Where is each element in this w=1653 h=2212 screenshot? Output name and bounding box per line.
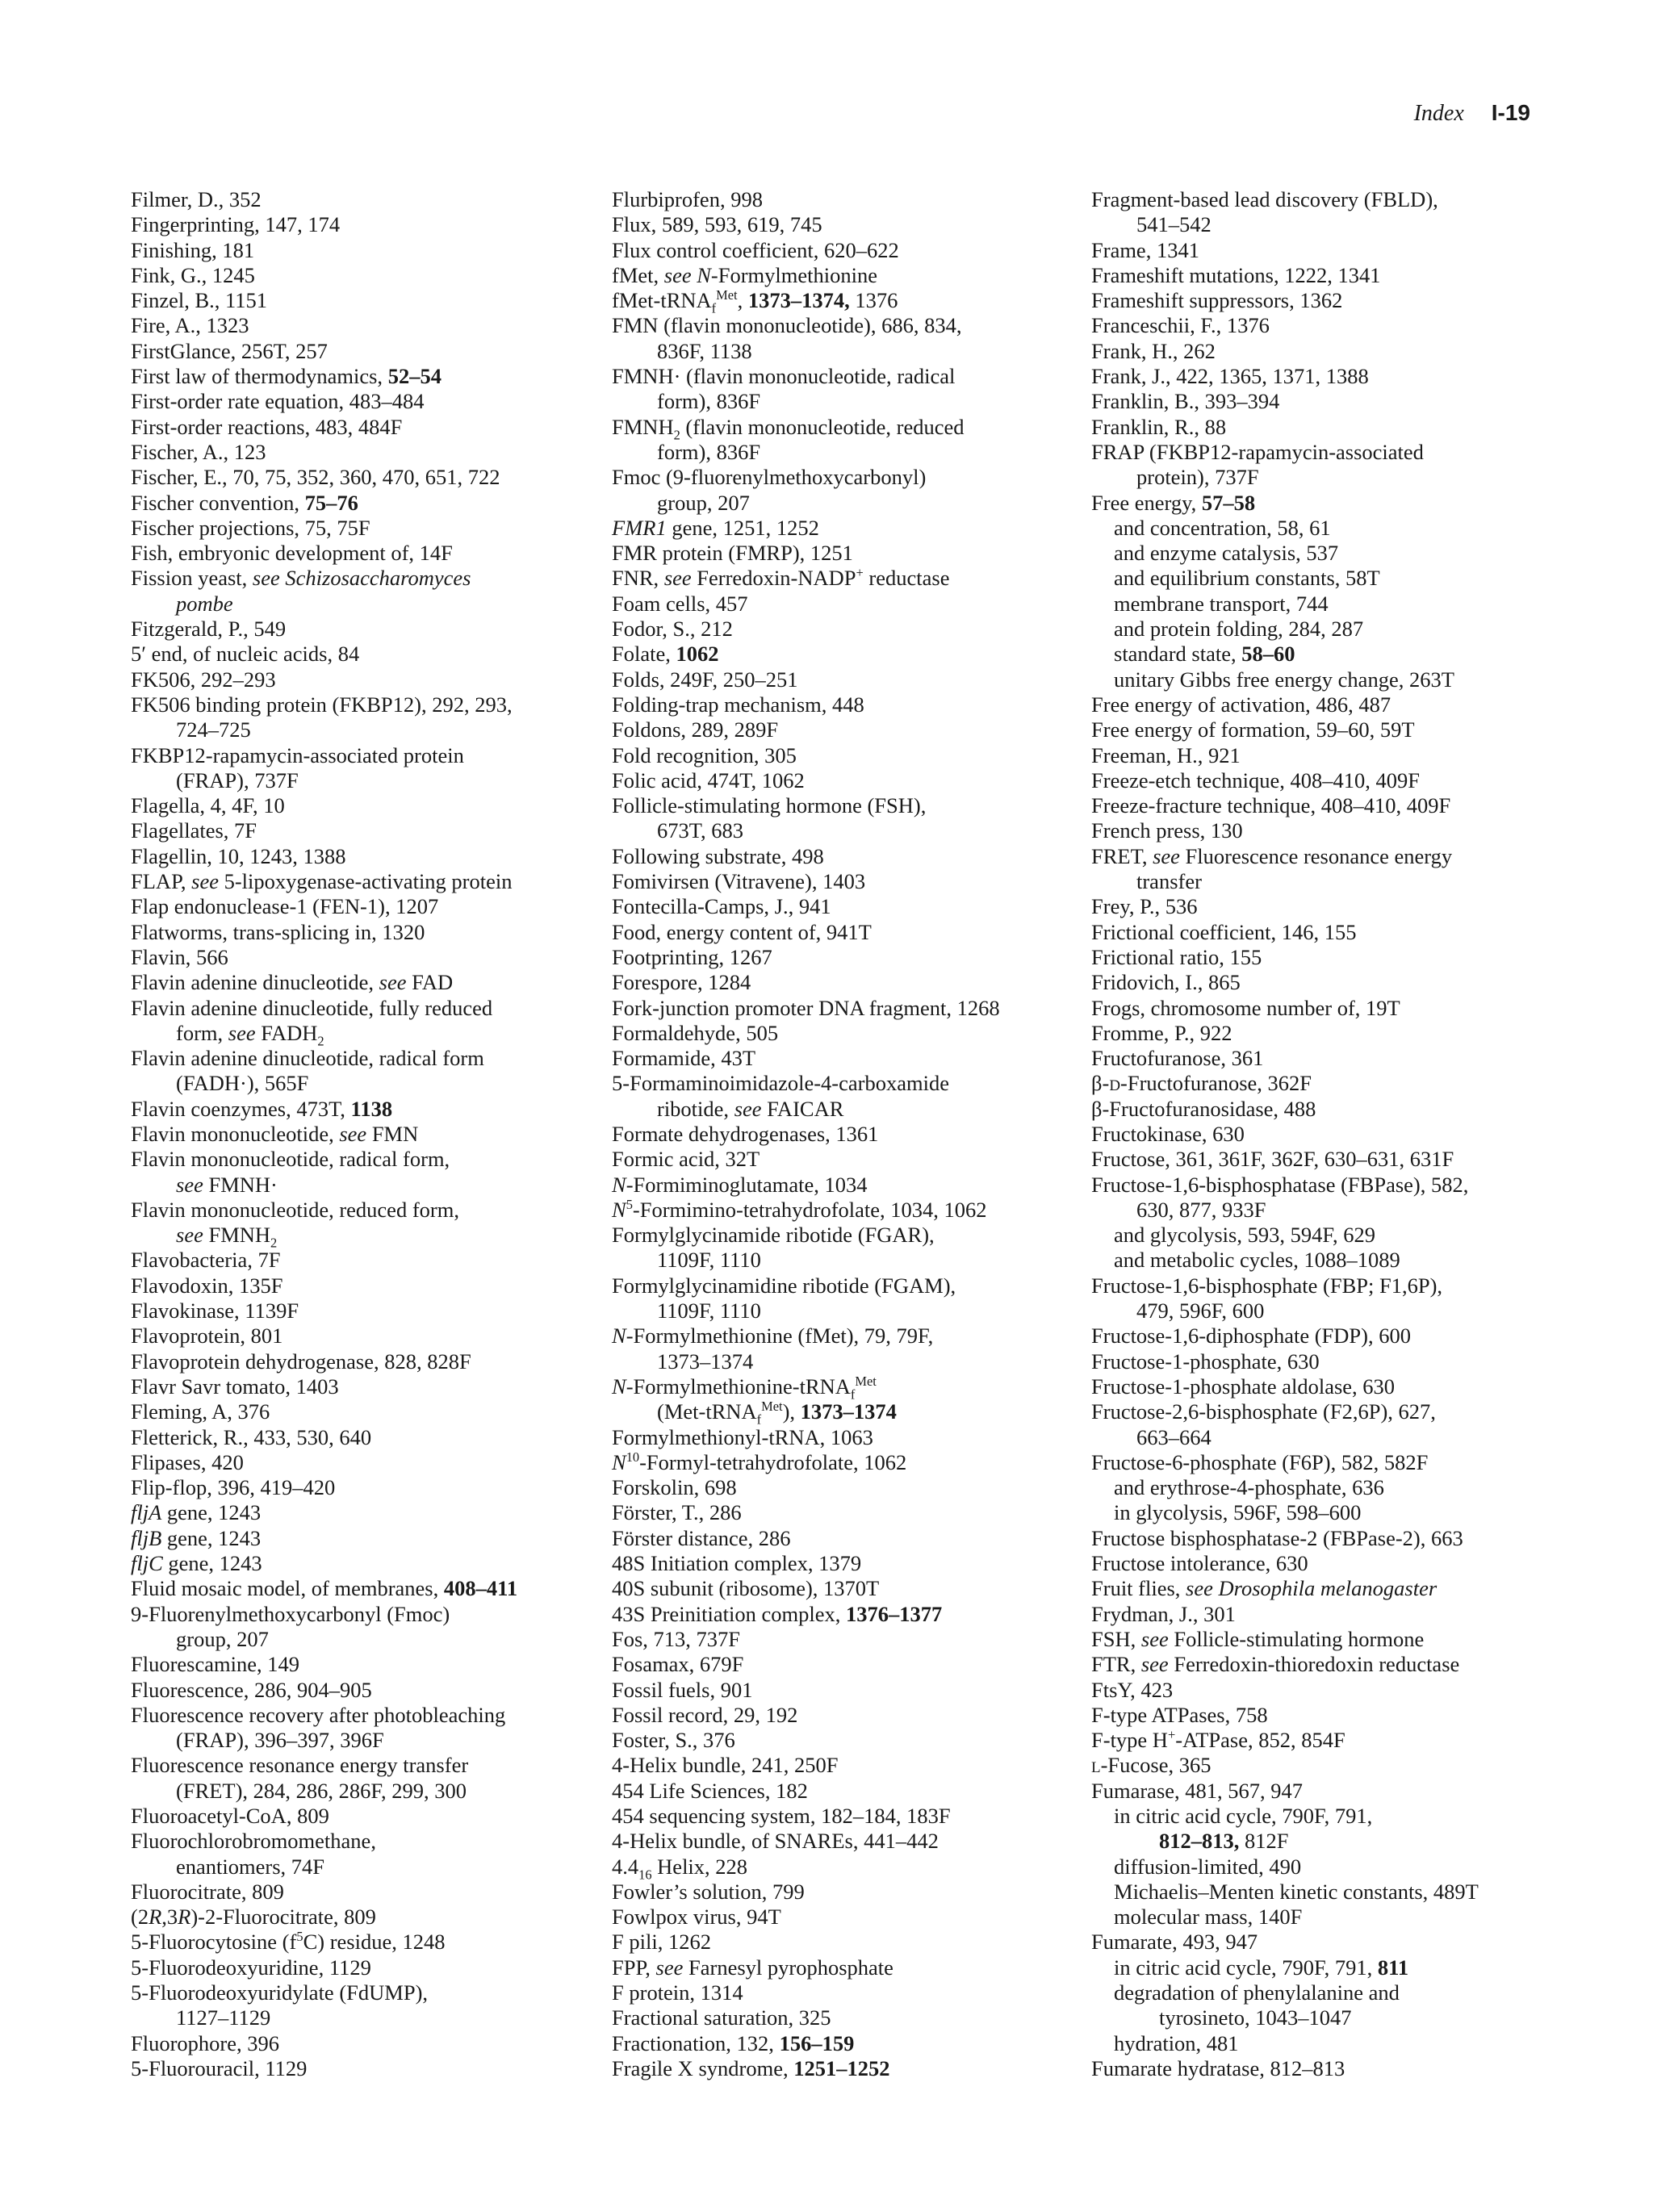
index-subentry: and metabolic cycles, 1088–1089 — [1114, 1248, 1400, 1273]
index-entry: Fluoroacetyl-CoA, 809 — [131, 1804, 329, 1828]
index-entry: Flavodoxin, 135F — [131, 1273, 283, 1298]
index-entry: Franklin, R., 88 — [1091, 414, 1227, 439]
index-entry: l-Fucose, 365 — [1091, 1753, 1212, 1778]
index-entry: Fluorescence recovery after photobleaching (FRAP), 396–397, 396F — [131, 1702, 506, 1753]
index-entry: Flavr Savr tomato, 1403 — [131, 1374, 339, 1399]
index-entry: Frank, H., 262 — [1091, 338, 1216, 363]
index-subentry: and enzyme catalysis, 537 — [1114, 541, 1339, 566]
index-subentry: hydration, 481 — [1114, 2030, 1239, 2055]
index-entry: Free energy of activation, 486, 487 — [1091, 692, 1391, 717]
index-entry: 5′ end, of nucleic acids, 84 — [131, 642, 360, 667]
index-entry: Frictional ratio, 155 — [1091, 944, 1262, 969]
index-entry: F-type ATPases, 758 — [1091, 1702, 1268, 1727]
index-entry: Fowler’s solution, 799 — [612, 1879, 805, 1904]
index-entry: Fructose-6-phosphate (F6P), 582, 582F — [1091, 1449, 1429, 1474]
index-entry: Frydman, J., 301 — [1091, 1601, 1236, 1626]
index-entry: FMN (flavin mononucleotide), 686, 834, 836F, 1138 — [612, 313, 962, 363]
index-entry: Fission yeast, see Schizosaccharomyces pombe — [131, 566, 471, 616]
index-entry: Flux, 589, 593, 619, 745 — [612, 212, 822, 237]
index-entry: 9-Fluorenylmethoxycarbonyl (Fmoc) group, 207 — [131, 1601, 450, 1651]
index-entry: Fomivirsen (Vitravene), 1403 — [612, 869, 866, 894]
index-subentry: and erythrose-4-phosphate, 636 — [1114, 1475, 1384, 1500]
index-entry: Folate, 1062 — [612, 642, 719, 667]
index-entry: 454 Life Sciences, 182 — [612, 1778, 808, 1803]
index-subentry: and glycolysis, 593, 594F, 629 — [1114, 1223, 1375, 1248]
index-entry: Frame, 1341 — [1091, 237, 1199, 262]
index-entry: (2R,3R)-2-Fluorocitrate, 809 — [131, 1905, 376, 1930]
running-header — [1414, 100, 1530, 127]
index-entry: Fos, 713, 737F — [612, 1626, 741, 1651]
index-entry: Flux control coefficient, 620–622 — [612, 237, 899, 262]
index-entry: 5-Fluorouracil, 1129 — [131, 2055, 308, 2080]
index-entry: Footprinting, 1267 — [612, 944, 772, 969]
index-entry: Fractional saturation, 325 — [612, 2005, 831, 2030]
index-subentry: Michaelis–Menten kinetic constants, 489T — [1114, 1879, 1479, 1904]
index-entry: Fleming, A, 376 — [131, 1399, 270, 1424]
index-entry: Fingerprinting, 147, 174 — [131, 212, 341, 237]
index-entry: Franceschii, F., 1376 — [1091, 313, 1270, 338]
index-entry: Fromme, P., 922 — [1091, 1020, 1232, 1045]
index-entry: Fitzgerald, P., 549 — [131, 617, 287, 642]
index-entry: Flurbiprofen, 998 — [612, 187, 763, 211]
index-entry: $4.4_{16}$ Helix, 228 — [612, 1854, 748, 1882]
index-entry: Fructose bisphosphatase-2 (FBPase-2), 663 — [1091, 1525, 1463, 1550]
index-entry: Fructofuranose, 361 — [1091, 1046, 1264, 1071]
index-entry: N-Formylmethionine (fMet), 79, 79F, 1373–1374 — [612, 1323, 934, 1374]
index-entry: Folding-trap mechanism, 448 — [612, 692, 864, 717]
index-entry: 5-Fluorodeoxyuridylate (FdUMP), 1127–1129 — [131, 1980, 429, 2030]
index-entry: Formamide, 43T — [612, 1046, 756, 1071]
index-entry: Filmer, D., 352 — [131, 187, 262, 211]
index-entry: Fluorochlorobromomethane, enantiomers, 74F — [131, 1829, 376, 1879]
index-entry: Finzel, B., 1151 — [131, 288, 268, 313]
index-subentry: in citric acid cycle, 790F, 791, 811 — [1114, 1955, 1409, 1980]
index-entry: Formic acid, 32T — [612, 1147, 760, 1172]
index-entry: FMR protein (FMRP), 1251 — [612, 541, 853, 566]
index-subentry: diffusion-limited, 490 — [1114, 1854, 1302, 1879]
index-entry: Fluid mosaic model, of membranes, 408–411 — [131, 1576, 518, 1601]
index-entry: 40S subunit (ribosome), 1370T — [612, 1576, 880, 1601]
index-entry: Fodor, S., 212 — [612, 617, 733, 642]
index-entry: Free energy, 57–58 — [1091, 490, 1256, 515]
index-entry: $N^5-Formimino$-tetrahydrofolate, 1034, 1062 — [612, 1197, 987, 1222]
index-entry: Fluorescamine, 149 — [131, 1652, 300, 1677]
index-entry: Folds, 249F, 250–251 — [612, 667, 798, 692]
index-entry: Formylglycinamide ribotide (FGAR), 1109F, 1110 — [612, 1223, 935, 1273]
index-subentry: unitary Gibbs free energy change, 263T — [1114, 667, 1454, 692]
index-entry: FLAP, see 5-lipoxygenase-activating protein — [131, 869, 513, 894]
index-entry: β-Fructofuranosidase, 488 — [1091, 1096, 1316, 1121]
index-entry: Frictional coefficient, 146, 155 — [1091, 919, 1357, 944]
index-entry: Fischer projections, 75, 75F — [131, 515, 370, 540]
index-entry: Fluorophore, 396 — [131, 2030, 280, 2055]
index-subentry: and equilibrium constants, 58T — [1114, 566, 1380, 591]
index-entry: Fischer, A., 123 — [131, 439, 266, 464]
index-entry: Foldons, 289, 289F — [612, 717, 779, 742]
index-entry: 5-Fluorodeoxyuridine, 1129 — [131, 1955, 371, 1980]
index-entry: Frank, J., 422, 1365, 1371, 1388 — [1091, 364, 1369, 389]
index-entry: Fructose-1,6-diphosphate (FDP), 600 — [1091, 1323, 1411, 1349]
index-entry: Fructose-1-phosphate, 630 — [1091, 1349, 1320, 1374]
index-entry: Flagellates, 7F — [131, 818, 257, 843]
index-entry: Frey, P., 536 — [1091, 894, 1198, 919]
page-number: I-19 — [1491, 100, 1530, 125]
index-entry: Förster distance, 286 — [612, 1525, 791, 1550]
index-entry: F-type H+-ATPase, 852, 854F — [1091, 1727, 1345, 1753]
index-entry: Frameshift suppressors, 1362 — [1091, 288, 1343, 313]
index-entry: $FMNH_2$ (flavin mononucleotide, reduced form), 836F — [612, 414, 965, 464]
index-entry: Fish, embryonic development of, 14F — [131, 541, 453, 566]
index-entry: FirstGlance, 256T, 257 — [131, 338, 328, 363]
index-entry: Fink, G., 1245 — [131, 262, 255, 287]
index-subentry: standard state, 58–60 — [1114, 642, 1295, 667]
index-entry: Follicle-stimulating hormone (FSH), 673T, 683 — [612, 793, 927, 843]
index-entry: 454 sequencing system, 182–184, 183F — [612, 1804, 951, 1828]
index-entry: F protein, 1314 — [612, 1980, 743, 2005]
index-entry: Fructose-1,6-bisphosphatase (FBPase), 582, 630, 877, 933F — [1091, 1172, 1469, 1222]
index-entry: Fumarate, 493, 947 — [1091, 1930, 1258, 1955]
index-entry: Fragile X syndrome, 1251–1252 — [612, 2055, 890, 2080]
index-entry: N-Formiminoglutamate, 1034 — [612, 1172, 868, 1197]
index-entry: FMR1 gene, 1251, 1252 — [612, 515, 819, 540]
index-entry: fMet-tRNA$_f^{Met}$, 1373–1374, 1376 — [612, 287, 898, 316]
index-entry: Flip-flop, 396, 419–420 — [131, 1475, 336, 1500]
index-entry: FtsY, 423 — [1091, 1677, 1174, 1702]
index-entry: FMNH· (flavin mononucleotide, radical form), 836F — [612, 364, 956, 414]
index-subentry: in citric acid cycle, 790F, 791, 812–813, 812F — [1114, 1804, 1373, 1854]
index-entry: Flatworms, trans-splicing in, 1320 — [131, 919, 425, 944]
index-entry: Fmoc (9-fluorenylmethoxycarbonyl) group, 207 — [612, 465, 927, 515]
index-entry: fljC gene, 1243 — [131, 1551, 262, 1576]
index-entry: fMet, see N-Formylmethionine — [612, 262, 877, 287]
index-entry: fljB gene, 1243 — [131, 1525, 262, 1550]
index-entry: Flavoprotein, 801 — [131, 1323, 283, 1349]
index-entry: Fontecilla-Camps, J., 941 — [612, 894, 831, 919]
index-entry: Freeze-fracture technique, 408–410, 409F — [1091, 793, 1451, 818]
index-entry: Fischer, E., 70, 75, 352, 360, 470, 651, 722 — [131, 465, 500, 490]
index-entry: Flavin mononucleotide, radical form, see FMNH· — [131, 1147, 450, 1197]
index-column-1 — [131, 187, 517, 2081]
index-entry: Following substrate, 498 — [612, 843, 824, 868]
index-entry: Fructose-1-phosphate aldolase, 630 — [1091, 1374, 1396, 1399]
index-column-3 — [1091, 187, 1479, 2081]
index-entry: Fletterick, R., 433, 530, 640 — [131, 1424, 372, 1449]
index-entry: Frameshift mutations, 1222, 1341 — [1091, 262, 1381, 287]
index-subentry: degradation of phenylalanine and tyrosineto, 1043–1047 — [1114, 1980, 1400, 2030]
index-entry: Fluorescence resonance energy transfer (FRET), 284, 286, 286F, 299, 300 — [131, 1753, 469, 1803]
index-subentry: membrane transport, 744 — [1114, 591, 1329, 616]
index-entry: 4-Helix bundle, 241, 250F — [612, 1753, 839, 1778]
index-entry: N-Formylmethionine-tRNA$_f^{Met}$ (Met-tRNA$_f^{Met}$), 1373–1374 — [612, 1374, 897, 1428]
index-entry: Fossil record, 29, 192 — [612, 1702, 798, 1727]
index-entry: 5-Formaminoimidazole-4-carboxamide ribotide, see FAICAR — [612, 1071, 949, 1121]
index-entry: FRAP (FKBP12-rapamycin-associated protein), 737F — [1091, 439, 1424, 490]
index-entry: Flap endonuclease-1 (FEN-1), 1207 — [131, 894, 439, 919]
index-entry: 4-Helix bundle, of SNAREs, 441–442 — [612, 1829, 939, 1854]
index-entry: 48S Initiation complex, 1379 — [612, 1551, 862, 1576]
index-entry: Fragment-based lead discovery (FBLD), 541–542 — [1091, 187, 1438, 237]
index-entry: Flavin mononucleotide, see FMN — [131, 1121, 419, 1146]
header-title: Index — [1413, 101, 1464, 126]
index-entry: fljA gene, 1243 — [131, 1500, 262, 1525]
index-entry: Flavin adenine dinucleotide, see FAD — [131, 970, 454, 995]
index-entry: Flagellin, 10, 1243, 1388 — [131, 843, 346, 868]
index-entry: Fossil fuels, 901 — [612, 1677, 753, 1702]
index-entry: Freeze-etch technique, 408–410, 409F — [1091, 767, 1420, 792]
index-entry: 43S Preinitiation complex, 1376–1377 — [612, 1601, 943, 1626]
index-entry: Fumarate hydratase, 812–813 — [1091, 2055, 1345, 2080]
index-entry: Fold recognition, 305 — [612, 742, 797, 767]
index-entry: First law of thermodynamics, 52–54 — [131, 364, 441, 389]
index-column-2 — [612, 187, 1000, 2081]
index-entry: Fire, A., 1323 — [131, 313, 249, 338]
index-entry: Fork-junction promoter DNA fragment, 1268 — [612, 995, 1000, 1020]
index-entry: Formate dehydrogenases, 1361 — [612, 1121, 879, 1146]
index-subentry: and protein folding, 284, 287 — [1114, 617, 1364, 642]
index-entry: Fractionation, 132, 156–159 — [612, 2030, 855, 2055]
index-entry: β-d-Fructofuranose, 362F — [1091, 1071, 1312, 1096]
index-entry: Foster, S., 376 — [612, 1728, 735, 1753]
index-entry: Formylglycinamidine ribotide (FGAM), 1109F, 1110 — [612, 1273, 956, 1323]
index-entry: First-order reactions, 483, 484F — [131, 414, 403, 439]
index-entry: French press, 130 — [1091, 818, 1243, 843]
index-entry: Fosamax, 679F — [612, 1652, 744, 1677]
index-entry: Flavoprotein dehydrogenase, 828, 828F — [131, 1349, 471, 1374]
index-entry: Frogs, chromosome number of, 19T — [1091, 995, 1400, 1020]
index-entry: Freeman, H., 921 — [1091, 742, 1241, 767]
index-entry: $N^{10}-Formyl$-tetrahydrofolate, 1062 — [612, 1449, 907, 1474]
index-entry: F pili, 1262 — [612, 1930, 711, 1955]
index-entry: Fluorescence, 286, 904–905 — [131, 1677, 372, 1702]
index-subentry: and concentration, 58, 61 — [1114, 515, 1331, 540]
index-entry: Flavobacteria, 7F — [131, 1248, 281, 1273]
index-entry: Flipases, 420 — [131, 1449, 244, 1474]
index-entry: 5-Fluorocytosine $(f^5C)$ residue, 1248 — [131, 1929, 446, 1955]
index-subentry: in glycolysis, 596F, 598–600 — [1114, 1500, 1362, 1525]
index-entry: Franklin, B., 393–394 — [1091, 389, 1280, 414]
index-entry: Fluorocitrate, 809 — [131, 1879, 284, 1904]
index-entry: Flavin adenine dinucleotide, radical form (FADH·), 565F — [131, 1046, 484, 1096]
index-entry: Fischer convention, 75–76 — [131, 490, 358, 515]
index-entry: FKBP12-rapamycin-associated protein (FRAP), 737F — [131, 742, 464, 792]
index-entry: First-order rate equation, 483–484 — [131, 389, 425, 414]
index-entry: Formylmethionyl-tRNA, 1063 — [612, 1424, 873, 1449]
index-entry: Fructose-2,6-bisphosphate (F2,6P), 627, 663–664 — [1091, 1399, 1436, 1449]
index-entry: FTR, see Ferredoxin-thioredoxin reductase — [1091, 1652, 1460, 1677]
index-entry: Food, energy content of, 941T — [612, 919, 872, 944]
index-entry: Finishing, 181 — [131, 237, 255, 262]
index-entry: Flavin mononucleotide, reduced form, see $FMNH_2$ — [131, 1197, 459, 1251]
index-entry: FNR, see Ferredoxin-NADP+ reductase — [612, 565, 950, 591]
index-entry: Flagella, 4, 4F, 10 — [131, 793, 285, 818]
index-entry: Fridovich, I., 865 — [1091, 970, 1241, 995]
index-entry: Fowlpox virus, 94T — [612, 1905, 781, 1930]
index-entry: Fructose intolerance, 630 — [1091, 1551, 1308, 1576]
index-entry: Flavin coenzymes, 473T, 1138 — [131, 1096, 393, 1121]
index-entry: Free energy of formation, 59–60, 59T — [1091, 717, 1415, 742]
index-entry: Fruit flies, see Drosophila melanogaster — [1091, 1576, 1437, 1601]
index-entry: Förster, T., 286 — [612, 1500, 742, 1525]
index-subentry: molecular mass, 140F — [1114, 1905, 1303, 1930]
index-entry: Forespore, 1284 — [612, 970, 751, 995]
index-entry: Fructokinase, 630 — [1091, 1121, 1245, 1146]
index-entry: Flavin, 566 — [131, 944, 228, 969]
index-entry: FRET, see Fluorescence resonance energy transfer — [1091, 843, 1453, 894]
index-entry: Forskolin, 698 — [612, 1475, 737, 1500]
index-entry: Flavokinase, 1139F — [131, 1298, 299, 1323]
index-entry: Fumarase, 481, 567, 947 — [1091, 1778, 1304, 1803]
index-entry: Flavin adenine dinucleotide, fully reduced form, see $FADH_2$ — [131, 995, 493, 1049]
index-entry: Foam cells, 457 — [612, 591, 748, 616]
index-entry: Fructose, 361, 361F, 362F, 630–631, 631F — [1091, 1147, 1454, 1172]
index-entry: FK506, 292–293 — [131, 667, 276, 692]
index-entry: Formaldehyde, 505 — [612, 1020, 779, 1045]
index-entry: FK506 binding protein (FKBP12), 292, 293, 724–725 — [131, 692, 513, 742]
index-entry: FSH, see Follicle-stimulating hormone — [1091, 1626, 1425, 1651]
index-entry: Fructose-1,6-bisphosphate (FBP; F1,6P), 479, 596F, 600 — [1091, 1273, 1443, 1323]
index-entry: FPP, see Farnesyl pyrophosphate — [612, 1955, 893, 1980]
index-entry: Folic acid, 474T, 1062 — [612, 767, 805, 792]
